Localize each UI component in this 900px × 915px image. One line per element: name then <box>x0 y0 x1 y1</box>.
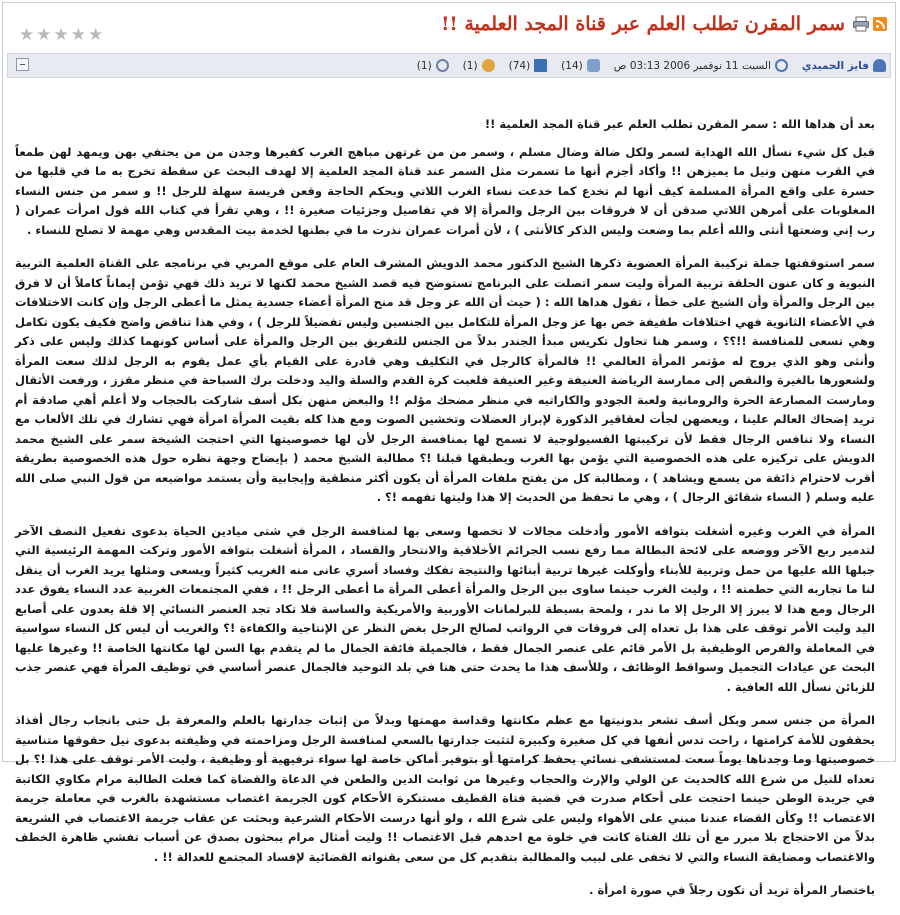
clock-icon <box>775 59 788 72</box>
views-value: (1) <box>416 59 432 72</box>
book-icon <box>534 59 547 72</box>
paragraph-3: المرأة في الغرب وغيره أشغلت بتوافه الأمور وأدخلت مجالات لا تخصها وسعى بها لمنافسة الرجل في شتى ميادين الحياة بدعوى تفعيل النصف الآخر لتدمير ربع الآخر ووضعه على لائحة البطالة مما رفع نسب الجرائم الأخلاقية والانتحار والفساد ، المرأة أشغلت بتوافه الأمور وتركت المهمة الرئيسية التي جبلها الله عليها من حمل وتربية للأبناء وأوكلت غيرها تربية أبنائها والنتيجة تفكك وفساد أسري عانى منه الغريب كثيراً ويسعى ومثلها يريد الغرب أن ينقل لنا ما تجاربه التي حطمته !! ، وليت الغرب حينما ساوى بين الرجل والمرأة أعطى المرأة ما أعطى الرجل !! ، ففي المجتمعات الغربية عدد النساء يفوق عدد الرجال ومع هذا لا يبرز إلا الرجل إلا ما ندر ، ولمحة بسيطة للبرلمانات الأوربية والأمريكية والساسة فلا تكاد تجد العنصر النسائي إلا قلة يعدون على أصابع اليد وليت الأمر توقف على هذا بل تعداه إلى فروقات في الرواتب لصالح الرجل بغض النظر عن الإنتاجية والكفاءة !؟ والغريب أن ليس كل النساء سواسية في المعاملة والفرص الوظيفية بل الأمر قائم على عنصر الجمال فقط ، فالجميلة فائقة الجمال ما لم يتقدم بها السن لها مكانتها الخاصة !! وغيرها عليها البحث عن عيادات التجميل وسواقط الوظائف ، وللأسف هذا ما يحدث حتى هنا في بلد التوحيد فالجمال عنصر أساسي في توظيف المرأة فهي عنصر جذب للزبائن نسأل الله العافية . <box>15 523 875 694</box>
star-icon[interactable]: ★ <box>53 25 69 45</box>
meta-bar <box>7 53 891 78</box>
author[interactable] <box>802 59 886 72</box>
rss-icon[interactable] <box>873 17 887 31</box>
print-icon[interactable] <box>853 17 869 31</box>
eye-icon <box>436 59 449 72</box>
people-icon <box>482 59 495 72</box>
members-count <box>463 59 495 72</box>
paragraph-1: قبل كل شيء نسأل الله الهداية لسمر ولكل ضالة وضال مسلم ، وسمر من من غرتهن مباهج الغرب كفيرها وجدن من من يحتفي بهن ويمهد لهن طمعاً في القرب منهن ونيل ما يميزهن !! وأكاد أجزم أنها ما تسمرت مثل السمر عند قناة المجد العلمية إلا لهدف البحث عن سقطة تخرج به ما في قلبها من حسرة على واقع المرأة المسلمة كيف أنها لم تخدع كما خدعت نساء الغرب اللاتي وبحكم الحاجة وقعن فريسة سهلة للرجل !! و سمر من جنس النساء المغلوبات على أمرهن اللاتي صدقن أن لا فروقات بين الرجل والمرأة إلا في تفاصيل وجزئيات صغيرة !! ، وهي تقرأ في كتاب الله قول امرأت عمران ( رب إني وضعتها أنثى والله أعلم بما وضعت وليس الذكر كالأنثى ) ، لأن أمرات عمران نذرت ما في بطنها لخدمة بيت المقدس وهي مهمة لا تصلح للنساء . <box>15 144 875 237</box>
reads-count <box>509 59 548 72</box>
star-icon[interactable]: ★ <box>88 25 104 45</box>
author-name[interactable]: فايز الحميدي <box>801 59 869 72</box>
title-bar <box>3 3 895 47</box>
star-icon[interactable]: ★ <box>70 25 86 45</box>
article-title: سمر المقرن تطلب العلم عبر قناة المجد العلمية !! <box>441 13 845 35</box>
members-value: (1) <box>462 59 478 72</box>
comments-count[interactable] <box>561 59 600 72</box>
comments-value: (14) <box>561 59 583 72</box>
article-frame <box>2 2 896 897</box>
views-count <box>417 59 449 72</box>
article-intro: بعد أن هداها الله : سمر المقرن تطلب العلم عبر قناة المجد العلمية !! <box>484 117 875 131</box>
star-icon[interactable]: ★ <box>19 25 35 45</box>
comment-icon <box>587 59 600 72</box>
date <box>614 59 788 72</box>
reads-value: (74) <box>508 59 531 72</box>
article-body <box>15 115 875 915</box>
paragraph-4: المرأة من جنس سمر وبكل أسف تشعر بدونيتها مع عظم مكانتها وقداسة مهمتها وبدلاً من إثبات جدارتها بالعلم والمعرفة بل حتى بانجاب رجال أفذاذ يحققون للأمة كرامتها ، راحت تدس أنفها في كل صغيرة وكبيرة لتثبت جدارتها بالسعي لمنافسة الرجل ومزاحمته في وظيفته بدعوى نيل حقوقها متناسية خصوصيتها وما وجدناها يوماً سعت لمستشفى نسائي يحفظ كرامتها أو بتوفير أماكن خاصة لها سواء ترفيهية أو وظيفية ، وليت الأمر توقف على هذا !؟ بل تعداه للنيل من شرع الله كالحديث عن الولي والإرث والحجاب وغيرها من ثوابت الدين والطعن في الدعاة والقضاة كما فعلت الطالبة مرام مكاوي الكاتبة في جريدة الوطن حينما احتجت على أحكام صدرت في قضية فتاة القطيف مستنكرة الأحكام كون الجريمة اغتصاب مستشهدة بالغرب في معاملة جريمة الاغتصاب !! وكأن القضاء عندنا مبني على الأهواء وليس على شرع الله ، ولو أنها درست الأحكام الشرعية وبحثت عن عقاب جريمة الاغتصاب في الشريعة بدلاً من الاحتجاج بلا مبرر مع أن تلك الفتاة كانت في خلوة مع احدهم قبل الاغتصاب !! وليت أمثال مرام يبحثون بصدق عن أسباب تفشي ظاهرة الخطف والاغتصاب ومضايقة النساء والتي لا تخفى على لبيب والمطالبة بتقديم كل من سعى بقنواته القضائية لإفساد المجتمع للعدالة !! . <box>15 713 875 864</box>
date-text: السبت 11 نوفمبر 2006 03:13 ص <box>613 59 771 72</box>
rating-stars[interactable] <box>19 27 103 44</box>
paragraph-5: باختصار المرأة تريد أن تكون رجلاً في صورة امرأة . <box>589 883 875 897</box>
paragraph-2: سمر استوقفتها جملة تركيبة المرأة العضوية ذكرها الشيخ الدكتور محمد الدويش المشرف العام على موقع المربي في برنامجه على القناة العلمية التربية النبوية و كان عنون الحلقة تربية المرأة وليت سمر اتصلت على البرنامج تستوضح فيه قصد الشيخ محمد لكنها لا تريد ذلك فهي تؤمن إيماناً كاملاً أن لا فرق بين الرجل والمرأة وأن الشيخ على خطأ ، تقول هداها الله : ( حيث أن الله عز وجل قد منح المرأة أعضاء جسدية يمثل ما أعطى الرجل وإن كانت الاختلافات في الأعضاء الثانوية فهي اختلافات طفيفة خص بها عز وجل المرأة للتكامل بين الجنسين وليس تفضيلاً للرجل ) ، وفي هذا تناقض واضح فكيف يكون تكامل وهي تسعى للمنافسة !!؟؟ ، وسمر هنا تحاول تكريس مبدأ الجندر بدلاً من الجنس للتفريق بين الرجل والمرأة على أساس كونهما كذلك وليس على ذكر وأنثى وهو الذي يروج له مؤتمر المرأة العالمي !! فالمرأة كالرجل في التكليف وهي قادرة على القيام بأي عمل يقوم به الرجل لذلك سعت المرأة ولشعورها بالغيرة والنقص إلى ممارسة الرياضة العنيفة وغير العنيفة فلعبت كرة القدم والسلة واليد ودخلت برك السباحة في منظر مقزز ، ورفعت الأثقال ومارست المصارعة الحرة والرومانية ولعبة الجودو والكاراتيه في منظر مضحك مؤلم !! والبعض منهن بكل أسف شاركت بالحجاب ولا أعلم أهي صادقة أم تريد إضحاك العالم علينا ، ويعضهن لجأت لعقاقير الذكورة لإبراز العضلات وتخشين الصوت ومع هذا كله بقيت المرأة امرأة فهي تشارك في تلك الألعاب مع النساء ولا تنافس الرجال فقط لأن تركيبتها الفسيولوجية لا تسمح لها بمنافسة الرجل لأن لها خصوصيتها التي احتجت الشيخة سمر على الشيخ محمد الدويش على تركيزه على هذه الخصوصية التي يؤمن بها الغرب ويطبقها قبلنا !؟ مطالبة الشيخ محمد ( بإيضاح وجهة نظره حول هذه الخصوصية بطريقة أقرب لاحترام ذائقة من يسمع ويشاهد ) ، ومطالبة كل من يفتح ملفات المرأة أن يكون أكثر منطقية وإيجابية وأن يستمد مواضيعه من قول النبي صلى الله عليه وسلم ( النساء شقائق الرجال ) ، وهي ما تحفظ من الحديث إلا هذا وليتها تفهمه !؟ . <box>15 256 875 504</box>
collapse-button[interactable] <box>16 58 29 71</box>
user-icon <box>873 59 886 72</box>
star-icon[interactable]: ★ <box>36 25 52 45</box>
